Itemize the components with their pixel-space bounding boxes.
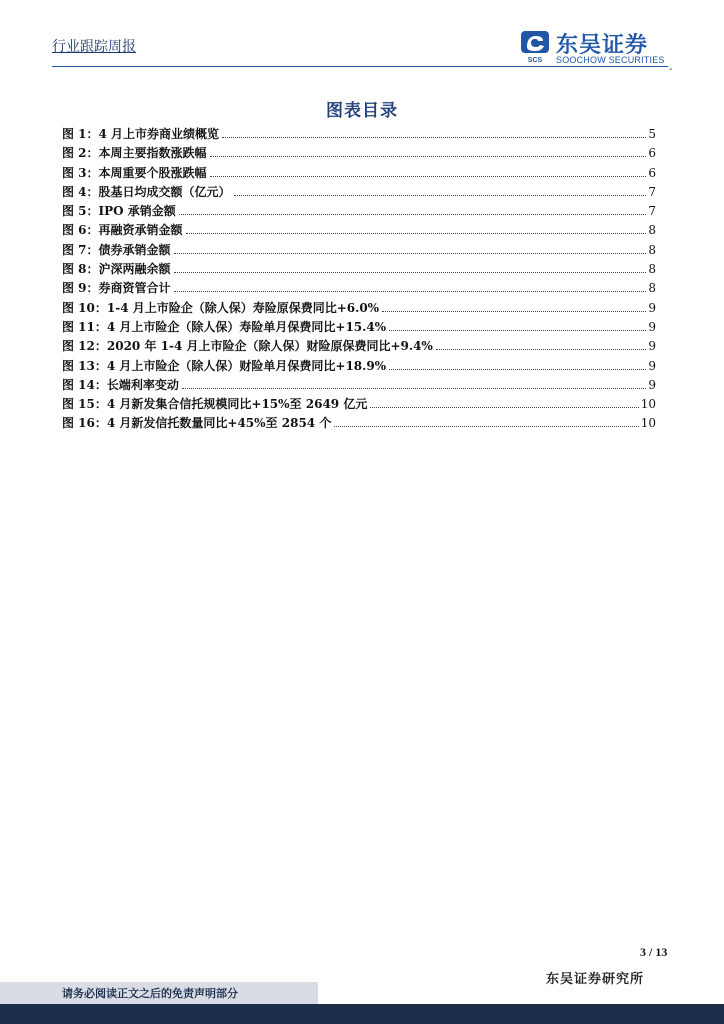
- company-logo: [520, 28, 670, 68]
- toc-entry-page: 7: [648, 184, 656, 199]
- toc-leader-dots: [182, 388, 646, 389]
- toc-leader-dots: [210, 156, 647, 157]
- toc-entry-page: 9: [648, 319, 656, 334]
- toc-entry-page: 8: [648, 223, 656, 238]
- toc-entry[interactable]: [62, 241, 656, 260]
- toc-entry-page: 9: [648, 377, 656, 392]
- toc-entry-page: 6: [648, 146, 656, 161]
- toc-leader-dots: [210, 176, 647, 177]
- svg-text:SCS: SCS: [527, 57, 543, 64]
- toc-entry-page: 7: [648, 204, 656, 219]
- toc-entry-page: 6: [648, 165, 656, 180]
- toc-leader-dots: [389, 369, 646, 370]
- toc-entry[interactable]: [62, 202, 656, 221]
- toc-entry[interactable]: [62, 357, 656, 376]
- toc-entry-label: 图 15：4 月新发集合信托规模同比+15%至 2649 亿元: [62, 397, 368, 412]
- toc-entry[interactable]: [62, 299, 656, 318]
- toc-leader-dots: [174, 291, 647, 292]
- header-dash: -: [669, 64, 673, 75]
- figure-toc-list: [62, 125, 656, 434]
- toc-entry-label: 图 14：长端利率变动: [62, 377, 179, 392]
- toc-entry-page: 8: [648, 242, 656, 257]
- toc-entry[interactable]: [62, 318, 656, 337]
- toc-entry-page: 10: [640, 416, 656, 431]
- toc-entry[interactable]: [62, 376, 656, 395]
- toc-leader-dots: [389, 330, 646, 331]
- toc-entry-label: 图 11：4 月上市险企（除人保）寿险单月保费同比+15.4%: [62, 319, 387, 334]
- toc-entry[interactable]: [62, 125, 656, 144]
- toc-entry-label: 图 7：债券承销金额: [62, 242, 171, 257]
- logo-english-name: SOOCHOW SECURITIES: [556, 55, 665, 65]
- toc-entry[interactable]: [62, 183, 656, 202]
- header-divider: [52, 66, 668, 67]
- toc-entry[interactable]: [62, 414, 656, 433]
- toc-entry-label: 图 1：4 月上市券商业绩概览: [62, 127, 220, 141]
- toc-leader-dots: [174, 253, 647, 254]
- toc-entry[interactable]: [62, 337, 656, 356]
- toc-entry-label: 图 5：IPO 承销金额: [62, 204, 176, 219]
- logo-chinese-name: 东吴证券: [556, 33, 649, 58]
- toc-entry[interactable]: [62, 279, 656, 298]
- toc-entry-page: 9: [648, 358, 656, 373]
- toc-leader-dots: [334, 426, 638, 427]
- toc-entry[interactable]: [62, 260, 656, 279]
- toc-entry-page: 8: [648, 281, 656, 296]
- toc-entry[interactable]: [62, 144, 656, 163]
- report-category: 行业跟踪周报: [52, 39, 136, 55]
- footer-band: [0, 1004, 724, 1024]
- toc-entry[interactable]: [62, 395, 656, 414]
- institute-name: 东吴证券研究所: [546, 972, 645, 987]
- toc-leader-dots: [370, 407, 638, 408]
- toc-entry-label: 图 10：1-4 月上市险企（除人保）寿险原保费同比+6.0%: [62, 300, 380, 315]
- toc-entry-label: 图 13：4 月上市险企（除人保）财险单月保费同比+18.9%: [62, 358, 387, 373]
- toc-entry-page: 9: [648, 300, 656, 315]
- toc-entry-label: 图 2：本周主要指数涨跌幅: [62, 146, 207, 161]
- toc-leader-dots: [222, 137, 646, 138]
- toc-entry-label: 图 3：本周重要个股涨跌幅: [62, 165, 207, 180]
- toc-entry[interactable]: [62, 221, 656, 240]
- toc-entry-page: 5: [648, 127, 656, 141]
- toc-entry[interactable]: [62, 164, 656, 183]
- toc-entry-label: 图 9：券商资管合计: [62, 281, 171, 296]
- toc-entry-label: 图 8：沪深两融余额: [62, 262, 171, 277]
- toc-leader-dots: [234, 195, 647, 196]
- toc-entry-page: 8: [648, 262, 656, 277]
- toc-leader-dots: [382, 311, 646, 312]
- toc-entry-label: 图 4：股基日均成交额（亿元）: [62, 184, 231, 199]
- toc-leader-dots: [436, 349, 647, 350]
- toc-title: 图表目录: [326, 101, 398, 121]
- toc-entry-label: 图 16：4 月新发信托数量同比+45%至 2854 个: [62, 416, 332, 431]
- disclaimer-text: 请务必阅读正文之后的免责声明部分: [62, 987, 238, 1000]
- toc-entry-label: 图 6：再融资承销金额: [62, 223, 183, 238]
- toc-leader-dots: [174, 272, 647, 273]
- toc-leader-dots: [179, 214, 647, 215]
- toc-leader-dots: [186, 233, 647, 234]
- scs-logo-mark-icon: [520, 30, 552, 64]
- toc-entry-label: 图 12：2020 年 1-4 月上市险企（除人保）财险原保费同比+9.4%: [62, 339, 433, 354]
- toc-entry-page: 10: [640, 397, 656, 412]
- page-number: 3 / 13: [640, 945, 668, 959]
- toc-entry-page: 9: [648, 339, 656, 354]
